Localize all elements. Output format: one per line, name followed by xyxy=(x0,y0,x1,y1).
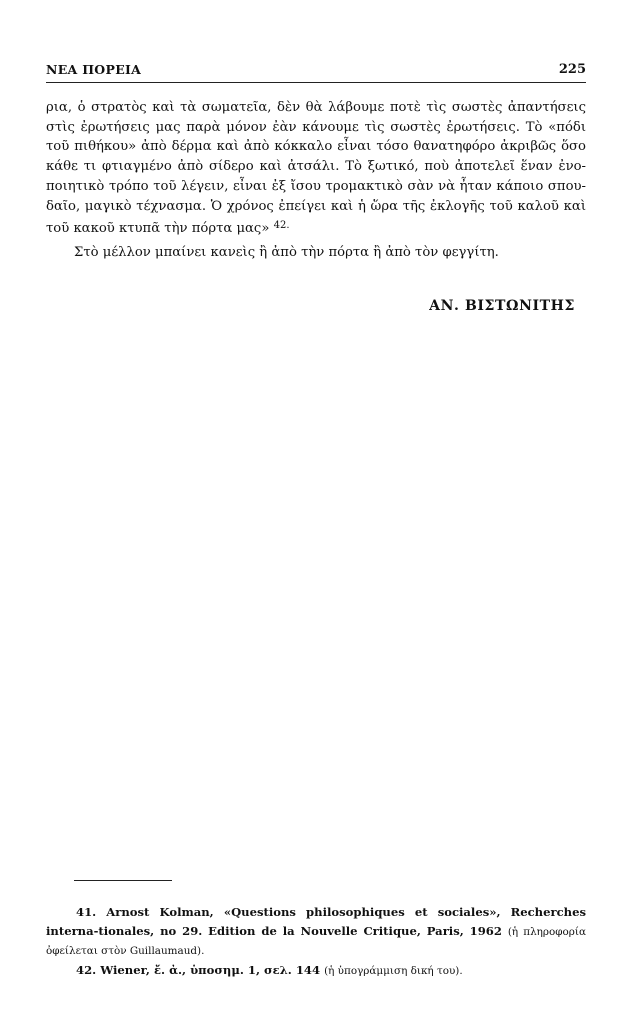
footnote-42 xyxy=(46,961,586,981)
body-paragraph-2: Στὸ μέλλον μπαίνει κανεὶς ἢ ἀπὸ τὴν πόρτα ἢ ἀπὸ τὸν φεγγίτη. xyxy=(74,244,499,260)
running-header xyxy=(46,60,586,83)
article-body xyxy=(46,98,586,263)
footnote-41 xyxy=(46,903,586,961)
body-paragraph-1 xyxy=(46,98,586,239)
footnotes-section xyxy=(46,903,586,980)
footnote-reference-42: 42. xyxy=(273,220,290,232)
author-signature: ΑΝ. ΒΙΣΤΩΝΙΤΗΣ xyxy=(429,298,575,314)
footnote-41-citation: 41. Arnost Kolman, «Questions philosophiques et sociales», Recherches interna-tionales, no 29. Edition de la Nouvelle Critique, Paris, 1962 xyxy=(46,905,586,938)
footnote-42-note: (ἡ ὑπογράμμιση δική του). xyxy=(324,964,463,977)
footnote-42-citation: 42. Wiener, ἔ. ἀ., ὑποσημ. 1, σελ. 144 xyxy=(76,962,321,977)
body-paragraph-1-text: ρια, ὁ στρατὸς καὶ τὰ σωματεῖα, δὲν θὰ λάβουμε ποτὲ τὶς σωστὲς ἀπαντήσεις στὶς ἐρωτήσεις μας παρὰ μόνον ἐὰν κάνουμε τὶς σωστὲς ἐρωτήσεις. Τὸ «πόδι τοῦ πιθήκου» ἀπὸ δέρμα καὶ ἀπὸ κόκκαλο εἶναι τόσο θανατηφόρο ἀκριβῶς ὅσο κάθε τι φτιαγμένο ἀπὸ σίδερο καὶ ἀτσάλι. Τὸ ξωτικό, ποὺ ἀποτελεῖ ἕναν ἐνο-ποιητικὸ τρόπο τοῦ λέγειν, εἶναι ἐξ ἴσου τρομακτικὸ σὰν νὰ ἦταν κάποιο σπου-δαῖο, μαγικὸ τέχνασμα. Ὁ χρόνος ἐπείγει καὶ ἡ ὥρα τῆς ἐκλογῆς τοῦ καλοῦ καὶ τοῦ κακοῦ κτυπᾶ τὴν πόρτα μας» xyxy=(46,100,586,237)
footnote-divider xyxy=(74,880,172,881)
footnote-41-note: (ἡ πληροφορία ὀφείλεται στὸν Guillaumaud). xyxy=(46,925,586,957)
journal-title: ΝΕΑ ΠΟΡΕΙΑ xyxy=(46,62,142,77)
page-number: 225 xyxy=(558,62,586,77)
